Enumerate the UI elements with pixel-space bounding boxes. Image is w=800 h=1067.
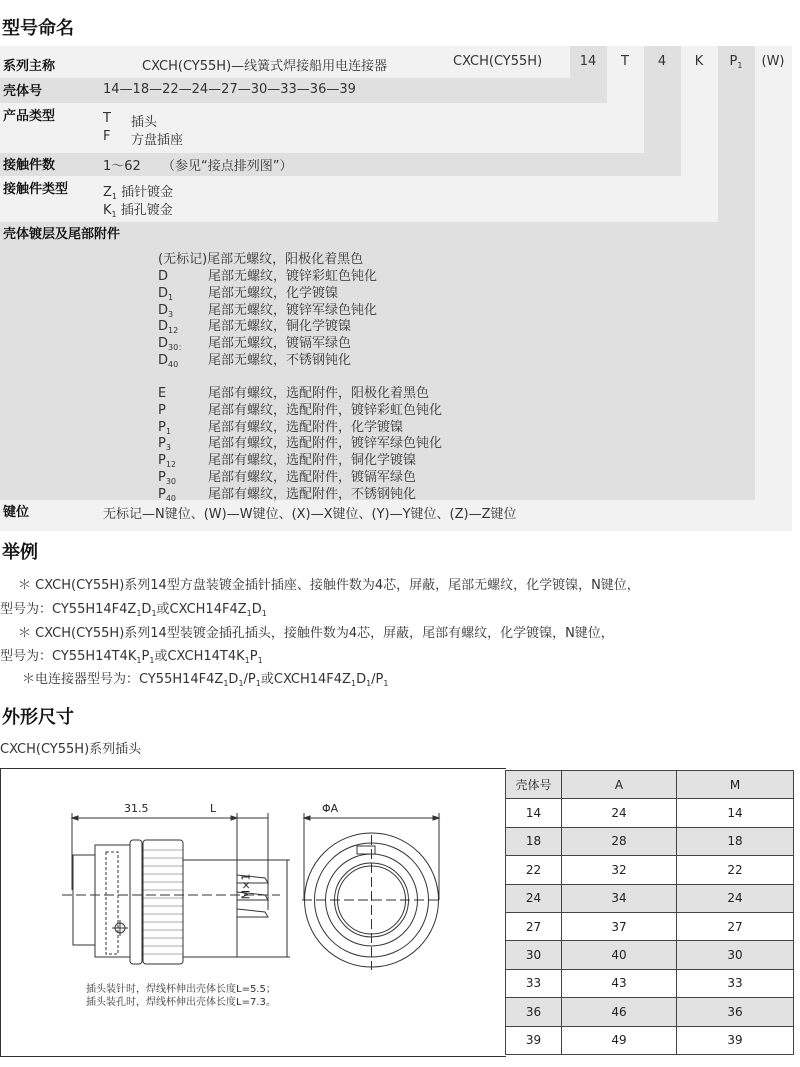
table-cell: 18 — [506, 827, 562, 855]
table-cell: 30 — [506, 941, 562, 969]
plating-code: $D_{30:}$ — [158, 336, 187, 353]
example-line-4: 型号为：$CY55H14T4K_1P_1$或$CXCH14T4K_1P_1$ — [0, 649, 263, 665]
dimensions-subtitle: CXCH(CY55H)系列插头 — [0, 742, 142, 757]
shell-label: 壳体号 — [3, 84, 43, 99]
plating-desc: 尾部无螺纹，镀镉军绿色 — [208, 336, 352, 352]
table-cell: 24 — [506, 884, 562, 912]
plating-code: $P_3$ — [158, 436, 171, 453]
code-part-plating: $P_1$ — [729, 54, 743, 70]
shell-value: 14—18—22—24—27—30—33—36—39 — [103, 82, 356, 97]
plating-desc: 尾部有螺纹，选配附件，化学镀镍 — [208, 419, 404, 435]
table-row — [506, 912, 794, 940]
type-label: 产品类型 — [3, 109, 56, 124]
section-title-example: 举例 — [2, 542, 38, 563]
table-cell: 49 — [562, 1026, 677, 1054]
plating-desc: 尾部有螺纹，选配附件，镀锌彩虹色钝化 — [208, 402, 443, 418]
plating-item — [158, 282, 377, 302]
table-row — [506, 998, 794, 1026]
table-cell: 36 — [677, 998, 794, 1026]
example-line-3: ＊ CXCH(CY55H)系列14型装镀金插孔插头，接触件数为4芯，屏蔽，尾部有螺纹，化学镀镍，N键位， — [18, 626, 614, 641]
rear-shell — [183, 860, 237, 957]
dimension-table — [505, 770, 794, 1055]
code-part-contact-type: K — [694, 54, 704, 69]
table-cell: 39 — [506, 1026, 562, 1054]
code-part-shell: 14 — [579, 54, 597, 69]
code-part-series: CXCH(CY55H) — [453, 54, 543, 69]
key-label: 键位 — [3, 505, 30, 520]
type-code-f: F — [103, 129, 111, 144]
dim-label-L: L — [210, 802, 217, 815]
table-header-cell: M — [677, 771, 794, 799]
plating-desc: 尾部无螺纹，镀锌军绿色钝化 — [208, 302, 378, 318]
section-title-naming: 型号命名 — [2, 18, 74, 39]
table-cell: 46 — [562, 998, 677, 1026]
table-cell: 14 — [506, 799, 562, 827]
plating-desc: 尾部无螺纹，化学镀镍 — [208, 285, 339, 301]
plating-code: $P_1$ — [158, 419, 171, 436]
plating-desc: 尾部无螺纹，铜化学镀镍 — [208, 319, 352, 335]
plating-desc: 尾部无螺纹，镀锌彩虹色钝化 — [208, 269, 378, 284]
plating-item — [158, 432, 443, 453]
plating-item — [158, 265, 377, 282]
plating-desc: 尾部有螺纹，选配附件，镀镉军绿色 — [208, 469, 417, 485]
plating-desc: 尾部无螺纹，不锈钢钝化 — [208, 352, 352, 368]
plating-code: E — [158, 386, 167, 401]
coupling-nut-a — [130, 840, 142, 964]
table-header-row — [506, 771, 794, 799]
plating-item — [158, 416, 442, 436]
plating-item — [158, 483, 442, 503]
table-cell: 28 — [562, 827, 677, 855]
series-value: CXCH(CY55H)—线簧式焊接船用电连接器 — [142, 59, 388, 74]
contacts-label: 接触件数 — [3, 158, 56, 173]
example-line-1: ＊ CXCH(CY55H)系列14型方盘装镀金插针插座、接触件数为4芯，屏蔽，尾部无螺纹，化学镀镍，N键位， — [18, 578, 640, 593]
body-rear — [73, 855, 95, 945]
dim-label-diameter: ΦA — [322, 802, 339, 815]
plating-item — [158, 315, 377, 336]
table-cell: 24 — [562, 799, 677, 827]
key-value: 无标记—N键位、(W)—W键位、(X)—X键位、(Y)—Y键位、(Z)—Z键位 — [103, 507, 517, 522]
section-title-dimensions: 外形尺寸 — [2, 707, 74, 728]
plating-code: $D_3$ — [158, 302, 174, 319]
table-cell: 33 — [506, 969, 562, 997]
body-flange — [95, 845, 130, 957]
table-row — [506, 856, 794, 884]
plating-unmarked: (无标记)尾部无螺纹，阳极化着黑色 — [158, 252, 364, 267]
table-cell: 30 — [677, 941, 794, 969]
table-row — [506, 827, 794, 855]
plating-code: $P_{12}$ — [158, 453, 177, 470]
plating-item — [158, 449, 442, 470]
dim-label-length: 31.5 — [124, 802, 149, 815]
drawing-note-1: 插头装针时，焊线杯伸出壳体长度L=5.5； — [86, 984, 276, 995]
plating-item — [158, 299, 378, 319]
table-cell: 18 — [677, 827, 794, 855]
table-cell: 27 — [677, 912, 794, 940]
contacts-note: （参见“接点排列图”） — [162, 159, 293, 174]
contact-type-label: 接触件类型 — [3, 182, 69, 197]
plating-code: $D_{12}$ — [158, 319, 179, 336]
plating-desc: 尾部有螺纹，选配附件，铜化学镀镍 — [208, 453, 417, 469]
table-header-cell: 壳体号 — [506, 771, 562, 799]
code-part-key: (W) — [761, 54, 785, 69]
plating-code: $P_{40}$ — [158, 486, 177, 503]
table-cell: 24 — [677, 884, 794, 912]
table-cell: 22 — [677, 856, 794, 884]
type-desc-f: 方盘插座 — [131, 133, 184, 148]
table-row — [506, 941, 794, 969]
table-cell: 34 — [562, 884, 677, 912]
drawing-note-2: 插头装孔时，焊线杯伸出壳体长度L=7.3。 — [86, 997, 276, 1008]
type-code-t: T — [103, 111, 111, 126]
example-line-2: 型号为：$CY55H14F4Z_1D_1$或$CXCH14F4Z_1D_1$ — [0, 602, 267, 618]
table-cell: 32 — [562, 856, 677, 884]
table-row — [506, 969, 794, 997]
plating-label: 壳体镀层及尾部附件 — [3, 227, 121, 242]
table-row — [506, 884, 794, 912]
type-desc-t: 插头 — [131, 115, 158, 130]
table-cell: 33 — [677, 969, 794, 997]
plating-item — [158, 466, 442, 486]
plating-item — [158, 382, 442, 399]
contacts-value: 1～62 — [103, 159, 141, 174]
plating-code: $D_{40}$ — [158, 352, 179, 369]
table-row — [506, 1026, 794, 1054]
table-cell: 40 — [562, 941, 677, 969]
code-part-type: T — [621, 54, 629, 69]
plating-item — [158, 399, 442, 416]
plating-p-list — [158, 382, 443, 503]
table-cell: 43 — [562, 969, 677, 997]
plating-code: $D_1$ — [158, 285, 174, 302]
contact-type-k: $K_1$ 插孔镀金 — [103, 203, 173, 219]
plating-code: P — [158, 402, 166, 418]
plating-d-list — [158, 265, 378, 369]
series-label: 系列主称 — [3, 59, 56, 74]
plating-code: $P_{30}$ — [158, 469, 177, 486]
table-cell: 37 — [562, 912, 677, 940]
table-header-cell: A — [562, 771, 677, 799]
table-row — [506, 799, 794, 827]
table-cell: 39 — [677, 1026, 794, 1054]
contact-type-z: $Z_1$ 插针镀金 — [103, 185, 174, 201]
plating-desc: 尾部有螺纹，选配附件，不锈钢钝化 — [208, 486, 417, 502]
plating-desc: 尾部有螺纹，选配附件，阳极化着黑色 — [208, 386, 430, 401]
table-cell: 14 — [677, 799, 794, 827]
plating-code: D — [158, 269, 169, 284]
example-line-5: ＊电连接器型号为：$CY55H14F4Z_1D_1/P_1$或$CXCH14F4Z_1D_1/P_1$ — [22, 672, 389, 688]
plating-item — [158, 332, 377, 353]
coupling-nut-b — [143, 840, 183, 964]
plating-desc: 尾部有螺纹，选配附件，镀锌军绿色钝化 — [208, 436, 443, 452]
code-part-contacts: 4 — [657, 54, 667, 69]
dim-label-thread: M×1 — [239, 873, 253, 900]
table-cell: 22 — [506, 856, 562, 884]
table-cell: 27 — [506, 912, 562, 940]
table-cell: 36 — [506, 998, 562, 1026]
plating-item — [158, 349, 377, 369]
